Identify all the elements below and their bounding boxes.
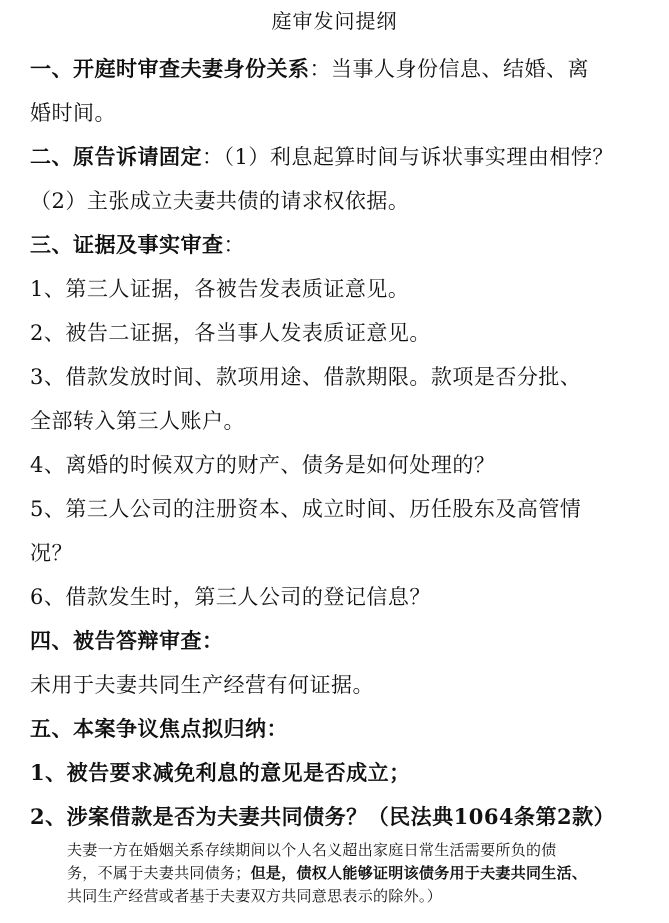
section-1-line — [30, 55, 660, 83]
section-5-point-2: 2、涉案借款是否为夫妻共同债务？（民法典1064条第2款） — [30, 804, 616, 829]
statute-quote-plain: 务，不属于夫妻共同债务； — [67, 864, 251, 882]
section-1-heading: 一、开庭时审查夫妻身份关系 — [30, 56, 310, 81]
section-3-colon: ： — [223, 233, 245, 257]
statute-quote-line-1: 夫妻一方在婚姻关系存续期间以个人名义超出家庭日常生活需要所负的债 — [67, 841, 557, 859]
section-3-item: 2、被告二证据，各当事人发表质证意见。 — [30, 321, 431, 345]
section-3-item: 3、借款发放时间、款项用途、借款期限。款项是否分批、 — [30, 365, 582, 389]
section-2-item-1: ：（1）利息起算时间与诉状事实理由相悖？ — [202, 145, 614, 169]
section-3-item: 4、离婚的时候双方的财产、债务是如何处理的？ — [30, 453, 496, 477]
section-3-item: 全部转入第三人账户。 — [30, 409, 245, 433]
statute-quote-line-2 — [67, 863, 647, 884]
section-3-item: 6、借款发生时，第三人公司的登记信息？ — [30, 585, 431, 609]
section-2-heading: 二、原告诉请固定 — [30, 144, 202, 169]
section-3-item: 况？ — [30, 541, 73, 565]
statute-quote-exception: 但是，债权人能够证明该债务用于夫妻共同生活、 — [250, 864, 588, 882]
section-3-heading: 三、证据及事实审查 — [30, 232, 224, 257]
document-title: 庭审发问提纲 — [271, 9, 398, 33]
section-2-item-2: （2）主张成立夫妻共债的请求权依据。 — [30, 189, 410, 213]
section-3-line — [30, 231, 660, 259]
section-2-line — [30, 143, 660, 171]
section-3-item: 1、第三人证据，各被告发表质证意见。 — [30, 277, 410, 301]
section-1-text: ：当事人身份信息、结婚、离 — [309, 57, 589, 81]
section-4-text: 未用于夫妻共同生产经营有何证据。 — [30, 673, 374, 697]
section-4-heading: 四、被告答辩审查： — [30, 628, 224, 653]
statute-quote-line-3: 共同生产经营或者基于夫妻双方共同意思表示的除外。） — [67, 887, 443, 905]
section-1-continuation: 婚时间。 — [30, 101, 116, 125]
section-5-point-1: 1、被告要求减免利息的意见是否成立； — [30, 760, 411, 785]
section-3-item: 5、第三人公司的注册资本、成立时间、历任股东及高管情 — [30, 497, 582, 521]
section-5-heading: 五、本案争议焦点拟归纳： — [30, 716, 288, 741]
